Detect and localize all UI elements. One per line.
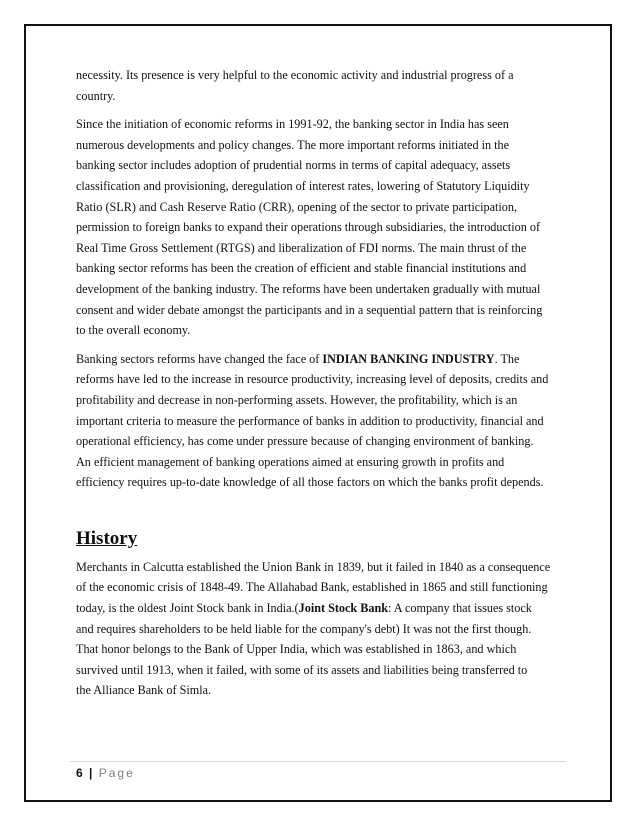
document-body	[76, 65, 568, 701]
text-line: profitability and decrease in non-performing assets. However, the profitability, which is an	[76, 392, 518, 407]
text-line: numerous developments and policy changes. The more important reforms initiated in the	[76, 137, 509, 152]
text-line: the Alliance Bank of Simla.	[76, 683, 212, 698]
text-line: efficiency requires up-to-date knowledge of all those factors on which the banks profit depends.	[76, 475, 544, 490]
history-heading: History	[76, 527, 138, 549]
text-line: important criteria to measure the performance of banks in addition to productivity, financial and	[76, 413, 544, 428]
text-run: : A company that issues stock	[388, 601, 532, 616]
paragraph-history	[76, 557, 568, 701]
text-line: operational efficiency, has come under pressure because of changing environment of banking.	[76, 434, 534, 449]
text-line: That honor belongs to the Bank of Upper India, which was established in 1863, and which	[76, 642, 517, 657]
text-line: to the overall economy.	[76, 323, 191, 338]
footer-divider	[70, 761, 566, 762]
text-line: An efficient management of banking operations aimed at ensuring growth in profits and	[76, 454, 505, 469]
text-line: necessity. Its presence is very helpful to the economic activity and industrial progress of a	[76, 68, 514, 82]
paragraph-reforms	[76, 114, 568, 341]
footer-separator: |	[89, 766, 93, 780]
text-line: Merchants in Calcutta established the Union Bank in 1839, but it failed in 1840 as a consequence	[76, 559, 551, 574]
text-line: banking sector includes adoption of prudential norms in terms of capital adequacy, assets	[76, 158, 511, 173]
text-line	[76, 598, 568, 619]
page-label: Page	[98, 766, 135, 780]
text-line: development of the banking industry. The reforms have been undertaken gradually with mutual	[76, 281, 541, 296]
text-run: today, is the oldest Joint Stock bank in India.(	[76, 601, 299, 616]
emphasis-indian-banking-industry: INDIAN BANKING INDUSTRY	[322, 351, 495, 366]
text-line: survived until 1913, when it failed, with some of its assets and liabilities being transferred to	[76, 662, 528, 677]
text-line: Real Time Gross Settlement (RTGS) and liberalization of FDI norms. The main thrust of the	[76, 240, 527, 255]
text-line: consent and wider debate amongst the participants and in a sequential pattern that is reinforcing	[76, 302, 543, 317]
text-line: Since the initiation of economic reforms in 1991-92, the banking sector in India has seen	[76, 117, 509, 132]
text-line: of the economic crisis of 1848-49. The Allahabad Bank, established in 1865 and still functioning	[76, 580, 548, 595]
text-run: Banking sectors reforms have changed the face of	[76, 351, 323, 366]
paragraph-intro	[76, 65, 568, 106]
page-footer	[76, 766, 135, 780]
text-line: and requires shareholders to be held liable for the company's debt) It was not the first though.	[76, 621, 532, 636]
text-line: Ratio (SLR) and Cash Reserve Ratio (CRR), opening of the sector to private participation,	[76, 199, 518, 214]
paragraph-banking-reforms	[76, 349, 568, 493]
page-number: 6	[76, 766, 83, 780]
text-line: permission to foreign banks to expand their operations through subsidiaries, the introduction of	[76, 220, 541, 235]
text-line: reforms have led to the increase in resource productivity, increasing level of deposits, credits and	[76, 372, 549, 387]
text-run: . The	[494, 351, 520, 366]
text-line: country.	[76, 88, 116, 103]
text-line: classification and provisioning, deregulation of interest rates, lowering of Statutory Liquidity	[76, 178, 530, 193]
emphasis-joint-stock-bank: Joint Stock Bank	[298, 601, 389, 616]
text-line	[76, 349, 568, 370]
text-line: banking sector reforms has been the creation of efficient and stable financial institutions and	[76, 261, 527, 276]
